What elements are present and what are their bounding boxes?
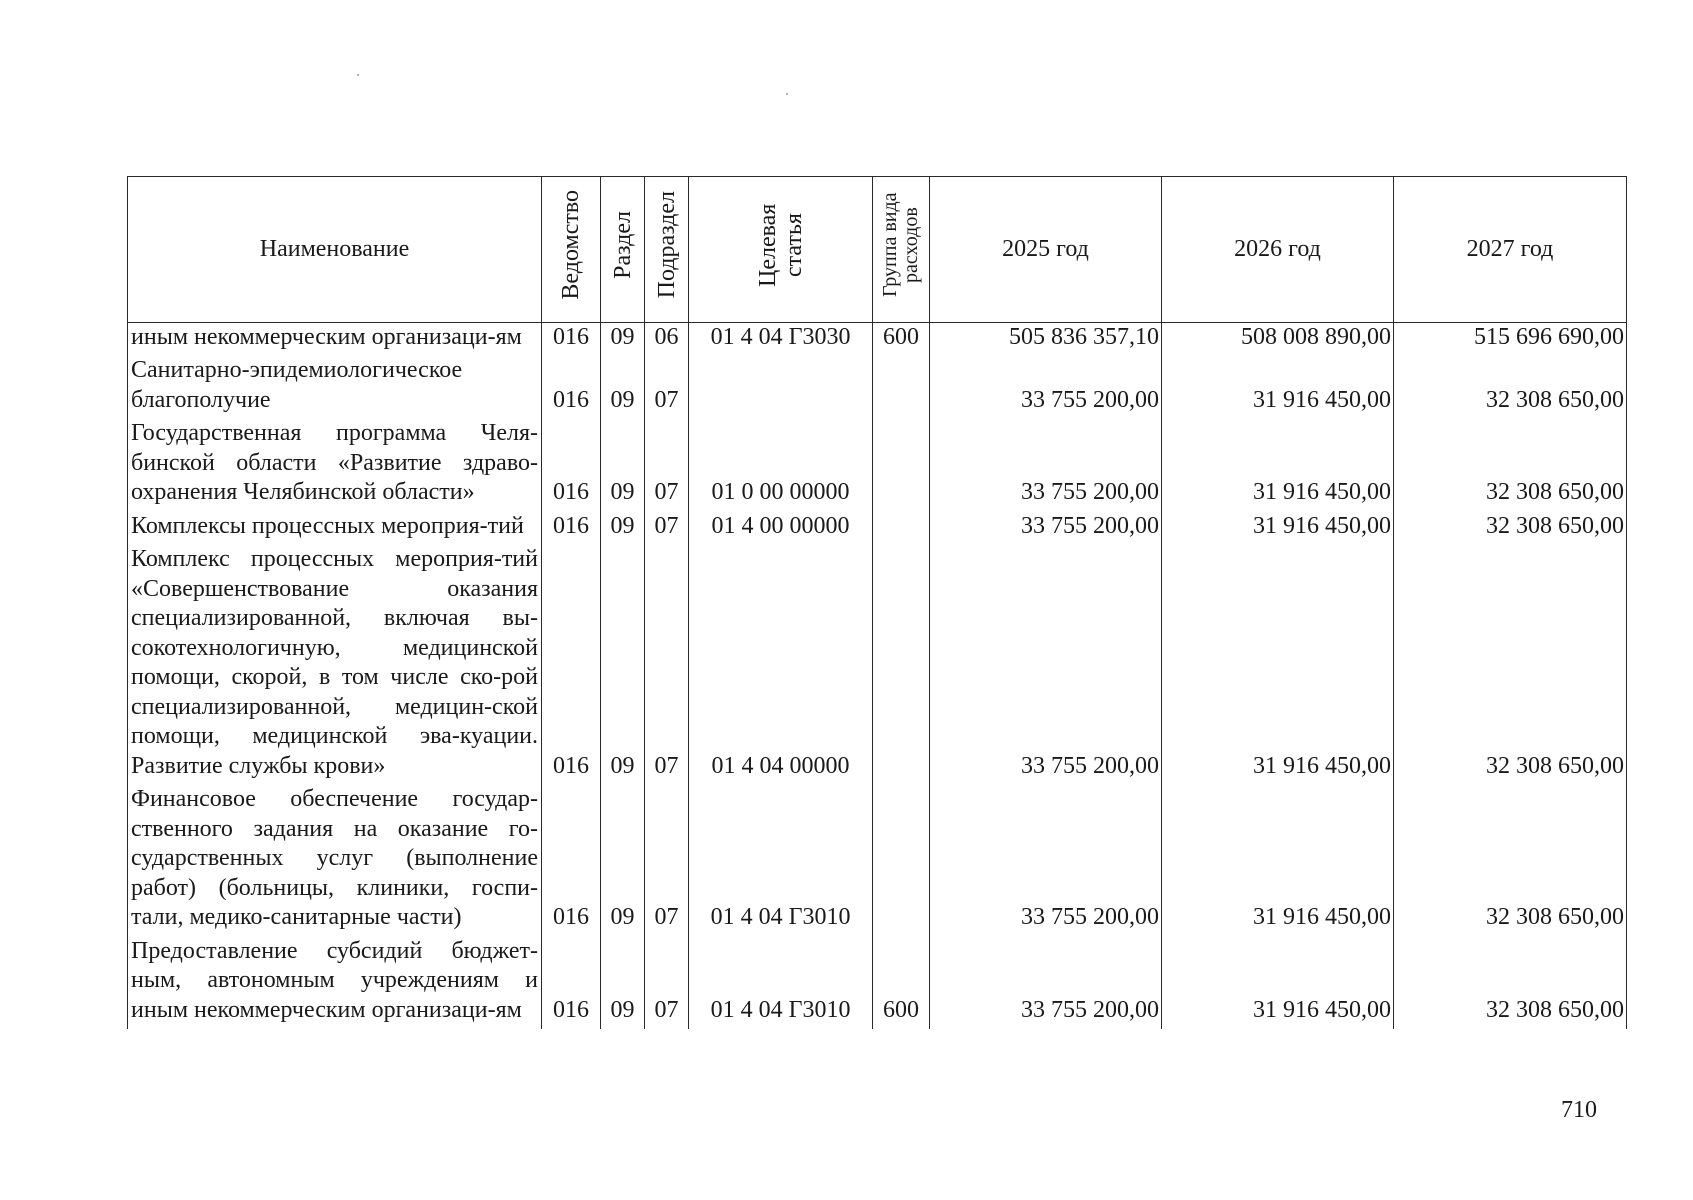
header-gruppa-label: Группа вида расходов xyxy=(879,192,922,298)
header-razdel xyxy=(601,177,645,323)
row-podrazdel: 07 xyxy=(645,785,689,937)
row-gruppa xyxy=(873,545,930,785)
header-razdel-label: Раздел xyxy=(609,211,636,279)
row-name: Комплекс процессных мероприя-тий «Совершенствование оказания специализированной, включая вы-сокотехнологичную, медицинской помощи, скорой, в том числе ско-рой специализированной, медицин-ской помощи, медицинской эва-куации. Развитие службы крови» xyxy=(128,545,542,785)
row-amount-2025: 33 755 200,00 xyxy=(930,545,1162,785)
row-amount-2026: 31 916 450,00 xyxy=(1162,419,1394,512)
row-amount-2027: 32 308 650,00 xyxy=(1394,512,1627,546)
header-year-2027 xyxy=(1394,177,1627,323)
row-podrazdel: 07 xyxy=(645,545,689,785)
row-name: Санитарно-эпидемиологическое благополучие xyxy=(128,356,542,419)
header-year-2025 xyxy=(930,177,1162,323)
row-name: Комплексы процессных мероприя-тий xyxy=(128,512,542,546)
page-number: 710 xyxy=(1561,1097,1597,1123)
row-vedomstvo: 016 xyxy=(542,937,601,1030)
row-amount-2027: 515 696 690,00 xyxy=(1394,322,1627,356)
row-podrazdel: 07 xyxy=(645,419,689,512)
row-razdel: 09 xyxy=(601,419,645,512)
header-year-2026 xyxy=(1162,177,1394,323)
header-name xyxy=(128,177,542,323)
row-gruppa: 600 xyxy=(873,937,930,1030)
row-vedomstvo: 016 xyxy=(542,785,601,937)
header-year-2025-label: 2025 год xyxy=(1002,235,1089,262)
row-amount-2026: 508 008 890,00 xyxy=(1162,322,1394,356)
row-amount-2026: 31 916 450,00 xyxy=(1162,545,1394,785)
row-podrazdel: 07 xyxy=(645,937,689,1030)
header-podrazdel xyxy=(645,177,689,323)
row-name: Государственная программа Челя-бинской области «Развитие здраво-охранения Челябинской области» xyxy=(128,419,542,512)
table-row xyxy=(128,937,1627,1030)
header-year-2027-label: 2027 год xyxy=(1466,235,1554,262)
row-vedomstvo: 016 xyxy=(542,545,601,785)
row-gruppa xyxy=(873,356,930,419)
row-razdel: 09 xyxy=(601,785,645,937)
row-gruppa: 600 xyxy=(873,322,930,356)
header-row xyxy=(128,177,1627,323)
row-razdel: 09 xyxy=(601,545,645,785)
row-amount-2026: 31 916 450,00 xyxy=(1162,512,1394,546)
header-gruppa-vida-rashodov xyxy=(873,177,930,323)
budget-table xyxy=(127,176,1627,1029)
header-year-2026-label: 2026 год xyxy=(1234,235,1321,262)
row-gruppa xyxy=(873,785,930,937)
row-podrazdel: 06 xyxy=(645,322,689,356)
row-razdel: 09 xyxy=(601,322,645,356)
row-amount-2025: 33 755 200,00 xyxy=(930,937,1162,1030)
scan-speck xyxy=(786,93,788,95)
row-celevaya-statya: 01 4 04 Г3030 xyxy=(689,322,873,356)
row-celevaya-statya: 01 0 00 00000 xyxy=(689,419,873,512)
header-name-label: Наименование xyxy=(259,235,410,262)
row-name: Финансовое обеспечение государ-ственного задания на оказание го-сударственных услуг (выполнение работ) (больницы, клиники, госпи-тали, медико-санитарные части) xyxy=(128,785,542,937)
budget-table-sheet xyxy=(127,176,1626,1029)
row-celevaya-statya: 01 4 04 00000 xyxy=(689,545,873,785)
row-amount-2025: 33 755 200,00 xyxy=(930,419,1162,512)
row-amount-2027: 32 308 650,00 xyxy=(1394,785,1627,937)
row-amount-2026: 31 916 450,00 xyxy=(1162,785,1394,937)
row-vedomstvo: 016 xyxy=(542,419,601,512)
table-body xyxy=(128,322,1627,1029)
row-celevaya-statya: 01 4 04 Г3010 xyxy=(689,937,873,1030)
table-row xyxy=(128,512,1627,546)
row-amount-2027: 32 308 650,00 xyxy=(1394,937,1627,1030)
row-name: иным некоммерческим организаци-ям xyxy=(128,322,542,356)
row-razdel: 09 xyxy=(601,512,645,546)
row-celevaya-statya xyxy=(689,356,873,419)
row-gruppa xyxy=(873,512,930,546)
table-row xyxy=(128,545,1627,785)
row-amount-2025: 33 755 200,00 xyxy=(930,512,1162,546)
row-celevaya-statya: 01 4 00 00000 xyxy=(689,512,873,546)
scan-speck xyxy=(357,74,359,76)
row-amount-2025: 505 836 357,10 xyxy=(930,322,1162,356)
row-celevaya-statya: 01 4 04 Г3010 xyxy=(689,785,873,937)
table-row xyxy=(128,785,1627,937)
row-amount-2025: 33 755 200,00 xyxy=(930,785,1162,937)
row-razdel: 09 xyxy=(601,356,645,419)
header-vedomstvo-label: Ведомство xyxy=(558,190,584,300)
row-gruppa xyxy=(873,419,930,512)
table-header xyxy=(128,177,1627,323)
header-podrazdel-label: Подраздел xyxy=(653,191,680,299)
row-podrazdel: 07 xyxy=(645,512,689,546)
row-podrazdel: 07 xyxy=(645,356,689,419)
table-row xyxy=(128,322,1627,356)
row-vedomstvo: 016 xyxy=(542,356,601,419)
row-vedomstvo: 016 xyxy=(542,512,601,546)
row-amount-2027: 32 308 650,00 xyxy=(1394,356,1627,419)
row-razdel: 09 xyxy=(601,937,645,1030)
row-name: Предоставление субсидий бюджет-ным, автономным учреждениям и иным некоммерческим организаци-ям xyxy=(128,937,542,1030)
row-vedomstvo: 016 xyxy=(542,322,601,356)
table-row xyxy=(128,356,1627,419)
row-amount-2027: 32 308 650,00 xyxy=(1394,545,1627,785)
header-celevaya-statya-label: Целевая статья xyxy=(754,203,807,287)
table-row xyxy=(128,419,1627,512)
row-amount-2025: 33 755 200,00 xyxy=(930,356,1162,419)
header-vedomstvo xyxy=(542,177,601,323)
header-celevaya-statya xyxy=(689,177,873,323)
row-amount-2026: 31 916 450,00 xyxy=(1162,937,1394,1030)
row-amount-2027: 32 308 650,00 xyxy=(1394,419,1627,512)
row-amount-2026: 31 916 450,00 xyxy=(1162,356,1394,419)
